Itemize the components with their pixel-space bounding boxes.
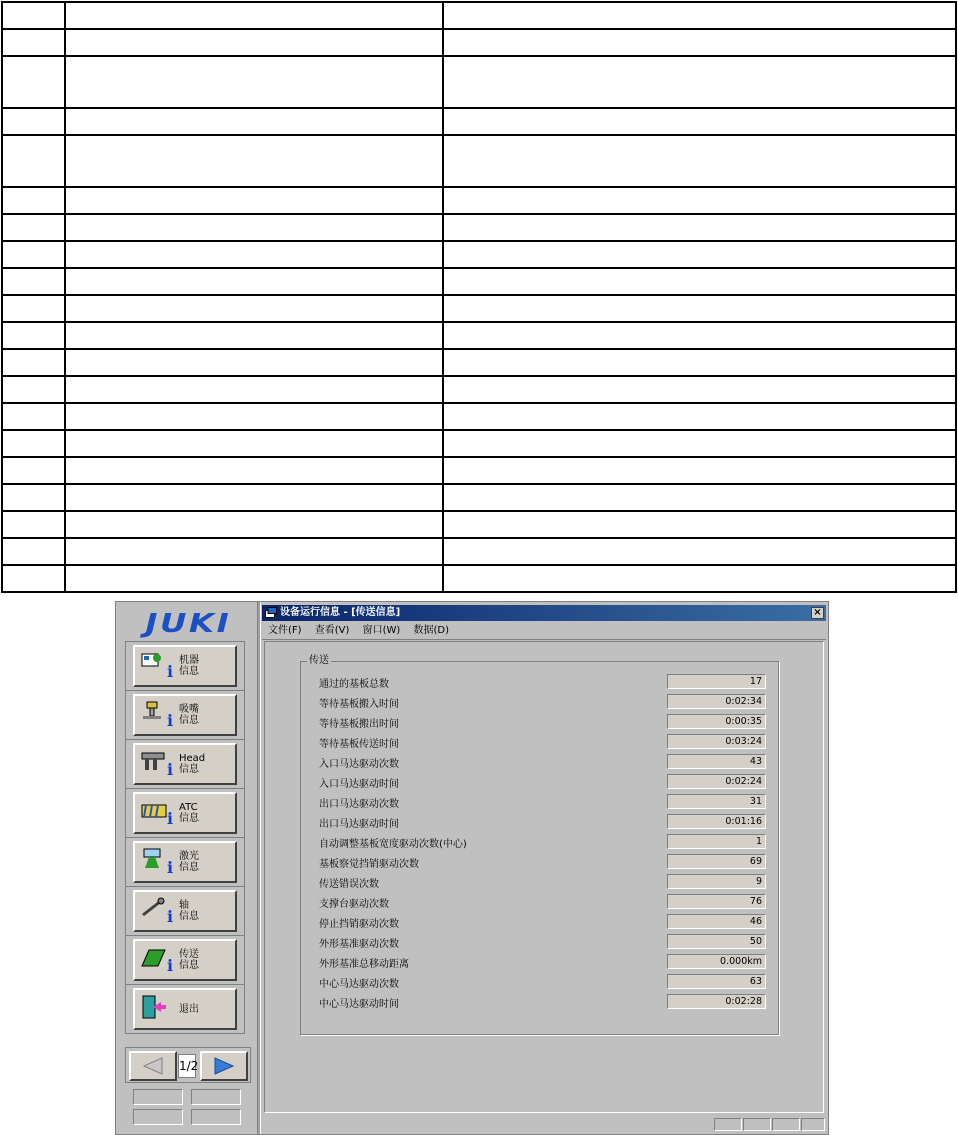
- grid-cell: [65, 214, 443, 241]
- empty-grid-table: [1, 1, 957, 567]
- grid-cell: [2, 538, 65, 565]
- info-row: [319, 954, 769, 969]
- conveyor-group: [300, 655, 779, 1035]
- info-row-label: 中心马达驱动时间: [319, 999, 399, 1010]
- grid-cell: [2, 29, 65, 56]
- info-row-value: 0.000km: [667, 954, 766, 969]
- info-row: [319, 774, 769, 789]
- nav-button-label: 吸嘴 信息: [179, 704, 199, 726]
- nav-button-laser-info[interactable]: [133, 841, 237, 883]
- page-indicator: 1/2: [178, 1054, 196, 1078]
- info-row-value: 63: [667, 974, 766, 989]
- info-row-value: 17: [667, 674, 766, 689]
- info-row: [319, 854, 769, 869]
- grid-row: [2, 322, 956, 349]
- nav-button-label: ATC 信息: [179, 802, 199, 824]
- grid-cell: [65, 268, 443, 295]
- grid-cell: [443, 484, 956, 511]
- info-row-value: 69: [667, 854, 766, 869]
- info-row-value: 43: [667, 754, 766, 769]
- info-row-label: 传送错误次数: [319, 879, 379, 890]
- window-icon: [265, 607, 277, 618]
- grid-cell: [2, 56, 65, 108]
- info-row: [319, 694, 769, 709]
- menu-window[interactable]: 窗口(W): [362, 625, 401, 636]
- grid-cell: [2, 376, 65, 403]
- head-info-icon: i: [141, 750, 175, 778]
- grid-row: [2, 241, 956, 268]
- info-row-value: 46: [667, 914, 766, 929]
- info-row: [319, 874, 769, 889]
- atc-info-icon: i: [141, 799, 175, 827]
- grid-row: [2, 135, 956, 187]
- grid-cell: [443, 322, 956, 349]
- grid-cell: [2, 511, 65, 538]
- grid-cell: [2, 349, 65, 376]
- grid-row: [2, 511, 956, 538]
- grid-cell: [2, 268, 65, 295]
- grid-row: [2, 29, 956, 56]
- grid-cell: [443, 2, 956, 29]
- grid-cell: [65, 2, 443, 29]
- nav-button-label: 退出: [179, 1003, 199, 1015]
- grid-cell: [443, 457, 956, 484]
- grid-cell: [443, 565, 956, 592]
- nav-button-label: 机器 信息: [179, 655, 199, 677]
- grid-cell: [65, 376, 443, 403]
- grid-cell: [65, 349, 443, 376]
- grid-cell: [443, 538, 956, 565]
- grid-cell: [65, 187, 443, 214]
- grid-cell: [443, 108, 956, 135]
- nav-button-label: 激光 信息: [179, 851, 199, 873]
- status-cell-1: [714, 1118, 742, 1131]
- info-row: [319, 814, 769, 829]
- grid-row: [2, 268, 956, 295]
- status-box-2: [191, 1089, 241, 1105]
- grid-cell: [443, 56, 956, 108]
- info-row: [319, 914, 769, 929]
- grid-cell: [443, 349, 956, 376]
- menu-data[interactable]: 数据(D): [413, 625, 449, 636]
- grid-cell: [2, 430, 65, 457]
- nav-button-exit[interactable]: [133, 988, 237, 1030]
- grid-cell: [2, 135, 65, 187]
- grid-row: [2, 565, 956, 592]
- grid-cell: [65, 295, 443, 322]
- grid-cell: [65, 511, 443, 538]
- info-row-label: 入口马达驱动次数: [319, 759, 399, 770]
- nav-button-atc-info[interactable]: [133, 792, 237, 834]
- grid-cell: [443, 135, 956, 187]
- grid-row: [2, 295, 956, 322]
- info-row-value: 1: [667, 834, 766, 849]
- info-row-label: 支撑台驱动次数: [319, 899, 389, 910]
- grid-cell: [65, 430, 443, 457]
- grid-cell: [2, 565, 65, 592]
- info-row-value: 9: [667, 874, 766, 889]
- grid-row: [2, 376, 956, 403]
- grid-cell: [65, 108, 443, 135]
- grid-cell: [2, 2, 65, 29]
- info-row-label: 等待基板搬出时间: [319, 719, 399, 730]
- grid-cell: [443, 376, 956, 403]
- grid-cell: [65, 29, 443, 56]
- info-row-label: 自动调整基板宽度驱动次数(中心): [319, 839, 467, 850]
- info-row: [319, 934, 769, 949]
- status-cell-3: [772, 1118, 800, 1131]
- grid-cell: [443, 214, 956, 241]
- info-row: [319, 734, 769, 749]
- status-box-1: [133, 1089, 183, 1105]
- nav-button-nozzle-info[interactable]: [133, 694, 237, 736]
- info-row-label: 等待基板搬入时间: [319, 699, 399, 710]
- right-arrow-icon: [213, 1057, 235, 1075]
- grid-cell: [65, 135, 443, 187]
- nav-button-conveyor-info[interactable]: [133, 939, 237, 981]
- info-row: [319, 714, 769, 729]
- info-row: [319, 994, 769, 1009]
- grid-cell: [2, 403, 65, 430]
- info-row-label: 基板察觉挡销驱动次数: [319, 859, 419, 870]
- info-row-value: 31: [667, 794, 766, 809]
- laser-info-icon: i: [141, 848, 175, 876]
- info-row-label: 等待基板传送时间: [319, 739, 399, 750]
- info-row-label: 出口马达驱动时间: [319, 819, 399, 830]
- info-row-value: 0:00:35: [667, 714, 766, 729]
- info-row: [319, 674, 769, 689]
- prev-page-button[interactable]: [129, 1051, 177, 1081]
- grid-row: [2, 56, 956, 108]
- info-row-label: 通过的基板总数: [319, 679, 389, 690]
- grid-cell: [65, 457, 443, 484]
- grid-cell: [65, 484, 443, 511]
- juki-logo: JUKI: [145, 609, 231, 639]
- info-row-value: 0:01:16: [667, 814, 766, 829]
- grid-cell: [443, 295, 956, 322]
- info-row-value: 0:03:24: [667, 734, 766, 749]
- grid-row: [2, 349, 956, 376]
- exit-icon: [141, 995, 175, 1023]
- axis-info-icon: i: [141, 897, 175, 925]
- grid-row: [2, 214, 956, 241]
- grid-cell: [65, 538, 443, 565]
- grid-cell: [65, 56, 443, 108]
- grid-cell: [2, 484, 65, 511]
- grid-cell: [2, 187, 65, 214]
- info-row-value: 50: [667, 934, 766, 949]
- info-row: [319, 974, 769, 989]
- grid-cell: [2, 457, 65, 484]
- nav-button-label: 轴 信息: [179, 900, 199, 922]
- pager: [125, 1047, 251, 1083]
- info-row-label: 出口马达驱动次数: [319, 799, 399, 810]
- grid-cell: [443, 241, 956, 268]
- nozzle-info-icon: i: [141, 701, 175, 729]
- grid-cell: [443, 430, 956, 457]
- status-cell-4: [801, 1118, 825, 1131]
- info-row-value: 0:02:24: [667, 774, 766, 789]
- info-row: [319, 794, 769, 809]
- grid-row: [2, 187, 956, 214]
- grid-row: [2, 484, 956, 511]
- grid-cell: [65, 241, 443, 268]
- info-row: [319, 834, 769, 849]
- machine-info-icon: i: [141, 652, 175, 680]
- status-box-3: [133, 1109, 183, 1125]
- nav-button-label: 传送 信息: [179, 949, 199, 971]
- grid-cell: [65, 322, 443, 349]
- conveyor-info-icon: i: [141, 946, 175, 974]
- grid-cell: [2, 295, 65, 322]
- info-row-label: 入口马达驱动时间: [319, 779, 399, 790]
- client-area: [264, 641, 824, 1113]
- group-title: 传送: [309, 655, 329, 666]
- grid-cell: [443, 268, 956, 295]
- info-row-label: 外形基准驱动次数: [319, 939, 399, 950]
- window-title: 设备运行信息 - [传送信息]: [280, 607, 401, 618]
- panel-divider[interactable]: [257, 602, 261, 1134]
- grid-cell: [443, 511, 956, 538]
- info-row-value: 76: [667, 894, 766, 909]
- grid-row: [2, 457, 956, 484]
- grid-row: [2, 430, 956, 457]
- status-box-4: [191, 1109, 241, 1125]
- grid-row: [2, 403, 956, 430]
- info-row: [319, 754, 769, 769]
- status-cell-2: [743, 1118, 771, 1131]
- grid-cell: [2, 241, 65, 268]
- close-button[interactable]: ×: [811, 607, 824, 619]
- grid-cell: [443, 403, 956, 430]
- status-bar: [262, 1115, 826, 1132]
- grid-cell: [2, 322, 65, 349]
- nav-button-machine-info[interactable]: [133, 645, 237, 687]
- info-row-value: 0:02:34: [667, 694, 766, 709]
- title-bar: [262, 605, 826, 621]
- grid-cell: [2, 214, 65, 241]
- menu-bar: [262, 622, 826, 640]
- menu-view[interactable]: 查看(V): [314, 625, 350, 636]
- app-window: [115, 601, 829, 1135]
- grid-cell: [2, 108, 65, 135]
- nav-button-axis-info[interactable]: [133, 890, 237, 932]
- next-page-button[interactable]: [200, 1051, 248, 1081]
- left-panel: [119, 605, 257, 1131]
- grid-cell: [65, 403, 443, 430]
- nav-button-head-info[interactable]: [133, 743, 237, 785]
- menu-file[interactable]: 文件(F): [268, 625, 302, 636]
- info-row-value: 0:02:28: [667, 994, 766, 1009]
- nav-button-label: Head 信息: [179, 753, 206, 775]
- grid-cell: [443, 29, 956, 56]
- info-row-label: 停止挡销驱动次数: [319, 919, 399, 930]
- grid-row: [2, 538, 956, 565]
- grid-cell: [443, 187, 956, 214]
- info-window: [262, 605, 826, 1132]
- info-row-label: 外形基准总移动距离: [319, 959, 409, 970]
- grid-row: [2, 2, 956, 29]
- grid-row: [2, 108, 956, 135]
- info-row: [319, 894, 769, 909]
- grid-cell: [65, 565, 443, 592]
- left-arrow-icon: [142, 1057, 164, 1075]
- info-row-label: 中心马达驱动次数: [319, 979, 399, 990]
